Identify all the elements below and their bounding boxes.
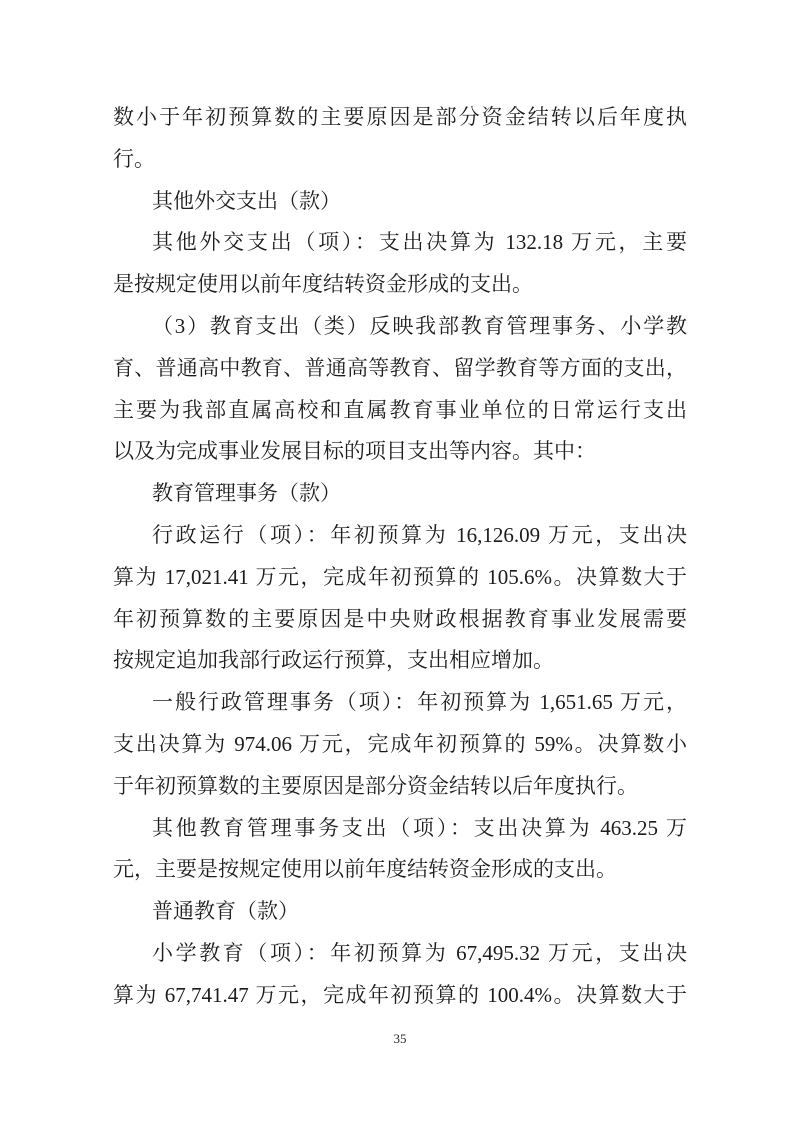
text-line: 行政运行（项）：年初预算为 16,126.09 万元，支出决 <box>152 522 687 547</box>
text-line: 于年初预算数的主要原因是部分资金结转以后年度执行。 <box>113 773 638 798</box>
paragraph <box>113 891 687 933</box>
page-body-text <box>113 97 687 1017</box>
text-line: （3）教育支出（类）反映我部教育管理事务、小学教 <box>152 313 687 338</box>
paragraph <box>113 515 687 682</box>
text-line: 普通教育（款） <box>152 899 299 924</box>
text-line: 教育管理事务（款） <box>152 481 341 506</box>
text-line: 算为 67,741.47 万元，完成年初预算的 100.4%。决算数大于 <box>113 982 687 1007</box>
text-line: 其他外交支出（项）：支出决算为 132.18 万元，主要 <box>152 230 687 255</box>
text-line: 育、普通高中教育、普通高等教育、留学教育等方面的支出， <box>113 355 687 380</box>
paragraph <box>113 933 687 1017</box>
paragraph <box>113 181 687 223</box>
paragraph <box>113 808 687 892</box>
text-line: 是按规定使用以前年度结转资金形成的支出。 <box>113 272 533 297</box>
text-line: 小学教育（项）：年初预算为 67,495.32 万元，支出决 <box>152 940 687 965</box>
paragraph <box>113 222 687 306</box>
text-line: 主要为我部直属高校和直属教育事业单位的日常运行支出 <box>113 397 687 422</box>
text-line: 数小于年初预算数的主要原因是部分资金结转以后年度执 <box>113 105 687 129</box>
paragraph <box>113 682 687 807</box>
text-line: 支出决算为 974.06 万元，完成年初预算的 59%。决算数小 <box>113 731 687 756</box>
paragraph <box>113 473 687 515</box>
text-line: 年初预算数的主要原因是中央财政根据教育事业发展需要 <box>113 606 687 631</box>
paragraph <box>113 97 687 181</box>
text-line: 其他教育管理事务支出（项）：支出决算为 463.25 万 <box>152 815 687 840</box>
text-line: 以及为完成事业发展目标的项目支出等内容。其中： <box>113 439 596 464</box>
text-line: 其他外交支出（款） <box>152 188 341 213</box>
text-line: 元，主要是按规定使用以前年度结转资金形成的支出。 <box>113 857 617 882</box>
page-number: 35 <box>393 1031 407 1046</box>
text-line: 按规定追加我部行政运行预算，支出相应增加。 <box>113 648 554 673</box>
text-line: 算为 17,021.41 万元，完成年初预算的 105.6%。决算数大于 <box>113 564 687 589</box>
text-line: 行。 <box>113 146 155 171</box>
text-line: 一般行政管理事务（项）：年初预算为 1,651.65 万元， <box>152 690 687 715</box>
paragraph <box>113 306 687 473</box>
